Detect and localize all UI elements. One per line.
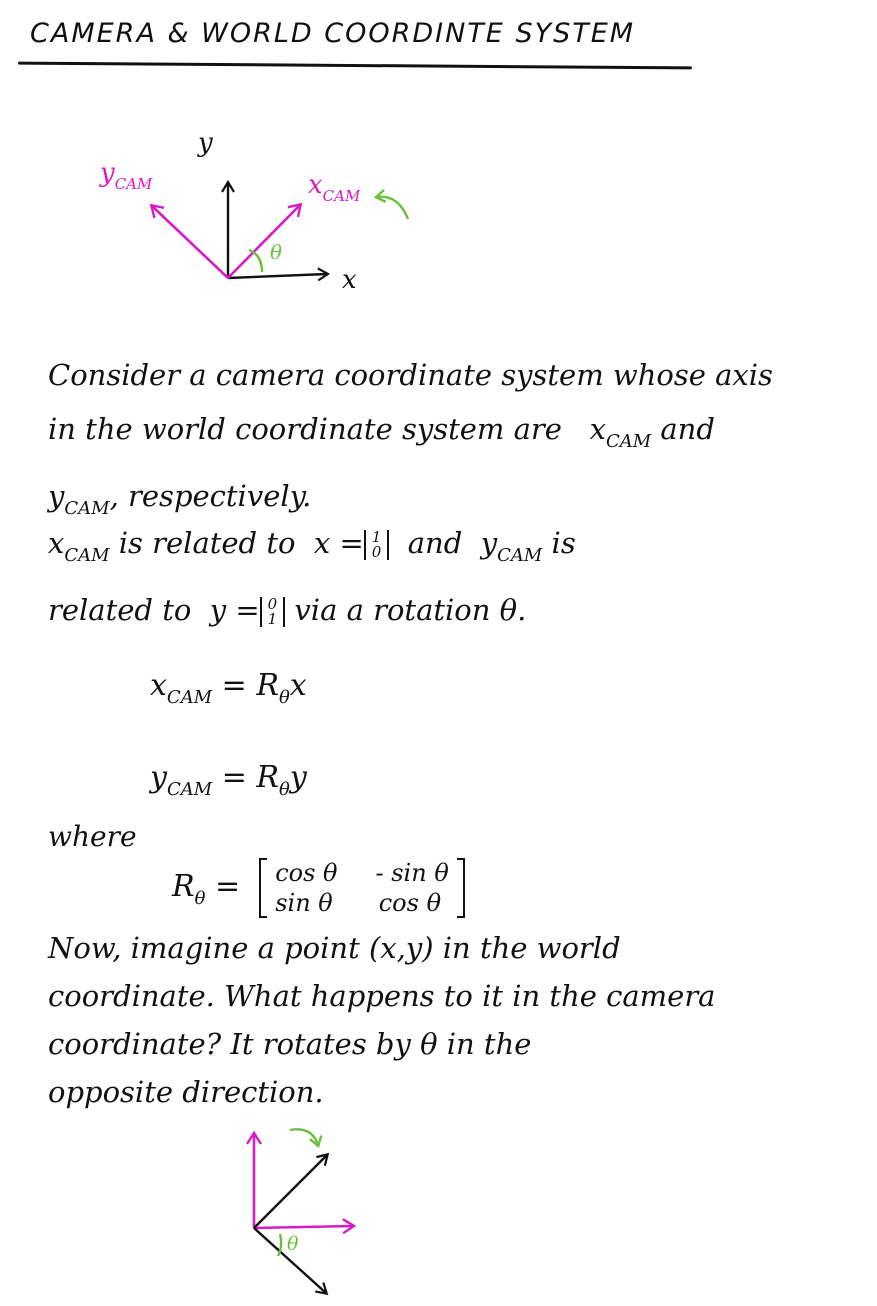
- para1-line2: in the world coordinate system are $x_{CAM}$ and: [48, 412, 715, 452]
- para3-line1: Now, imagine a point (x,y) in the world: [48, 931, 621, 965]
- unit-vector-y: 0 1: [260, 597, 286, 627]
- matrix-bracket: cos θ - sin θ sin θ cos θ: [259, 858, 465, 918]
- rotation-arrow-2: [290, 1129, 318, 1145]
- camera-x-axis-2: [254, 1226, 353, 1228]
- para1-line1: Consider a camera coordinate system whose axis: [48, 358, 773, 392]
- world-x-label: x: [342, 265, 357, 295]
- para2-line2: related to y = 0 1 via a rotation θ.: [48, 593, 527, 628]
- para3-line2: coordinate. What happens to it in the camera: [48, 979, 716, 1013]
- world-y-label: y: [198, 128, 213, 158]
- equation-x-cam: $x_{CAM} = R_\theta x$: [150, 668, 307, 708]
- rotation-matrix: $R_\theta$ = cos θ - sin θ sin θ cos θ: [172, 858, 465, 918]
- unit-vector-x: 1 0: [364, 530, 390, 560]
- para2-line1: $x_{CAM}$ is related to x = 1 0 and $y_{CAM}$ is: [48, 526, 576, 566]
- camera-y-label: $y_{CAM}$: [100, 158, 153, 193]
- point-vector-2: [254, 1155, 327, 1228]
- para1-line3: $y_{CAM}$, respectively.: [48, 479, 312, 519]
- equation-y-cam: $y_{CAM} = R_\theta y$: [150, 760, 307, 800]
- angle-arc-2: [278, 1234, 281, 1256]
- page-title: CAMERA & WORLD COORDINTE SYSTEM: [30, 18, 636, 49]
- para3-line4: opposite direction.: [48, 1075, 324, 1109]
- angle-label: θ: [270, 240, 283, 264]
- where-label: where: [48, 820, 137, 853]
- angle-label-2: θ: [287, 1233, 299, 1255]
- para3-line3: coordinate? It rotates by θ in the: [48, 1027, 532, 1061]
- camera-x-label: $x_{CAM}$: [308, 170, 361, 205]
